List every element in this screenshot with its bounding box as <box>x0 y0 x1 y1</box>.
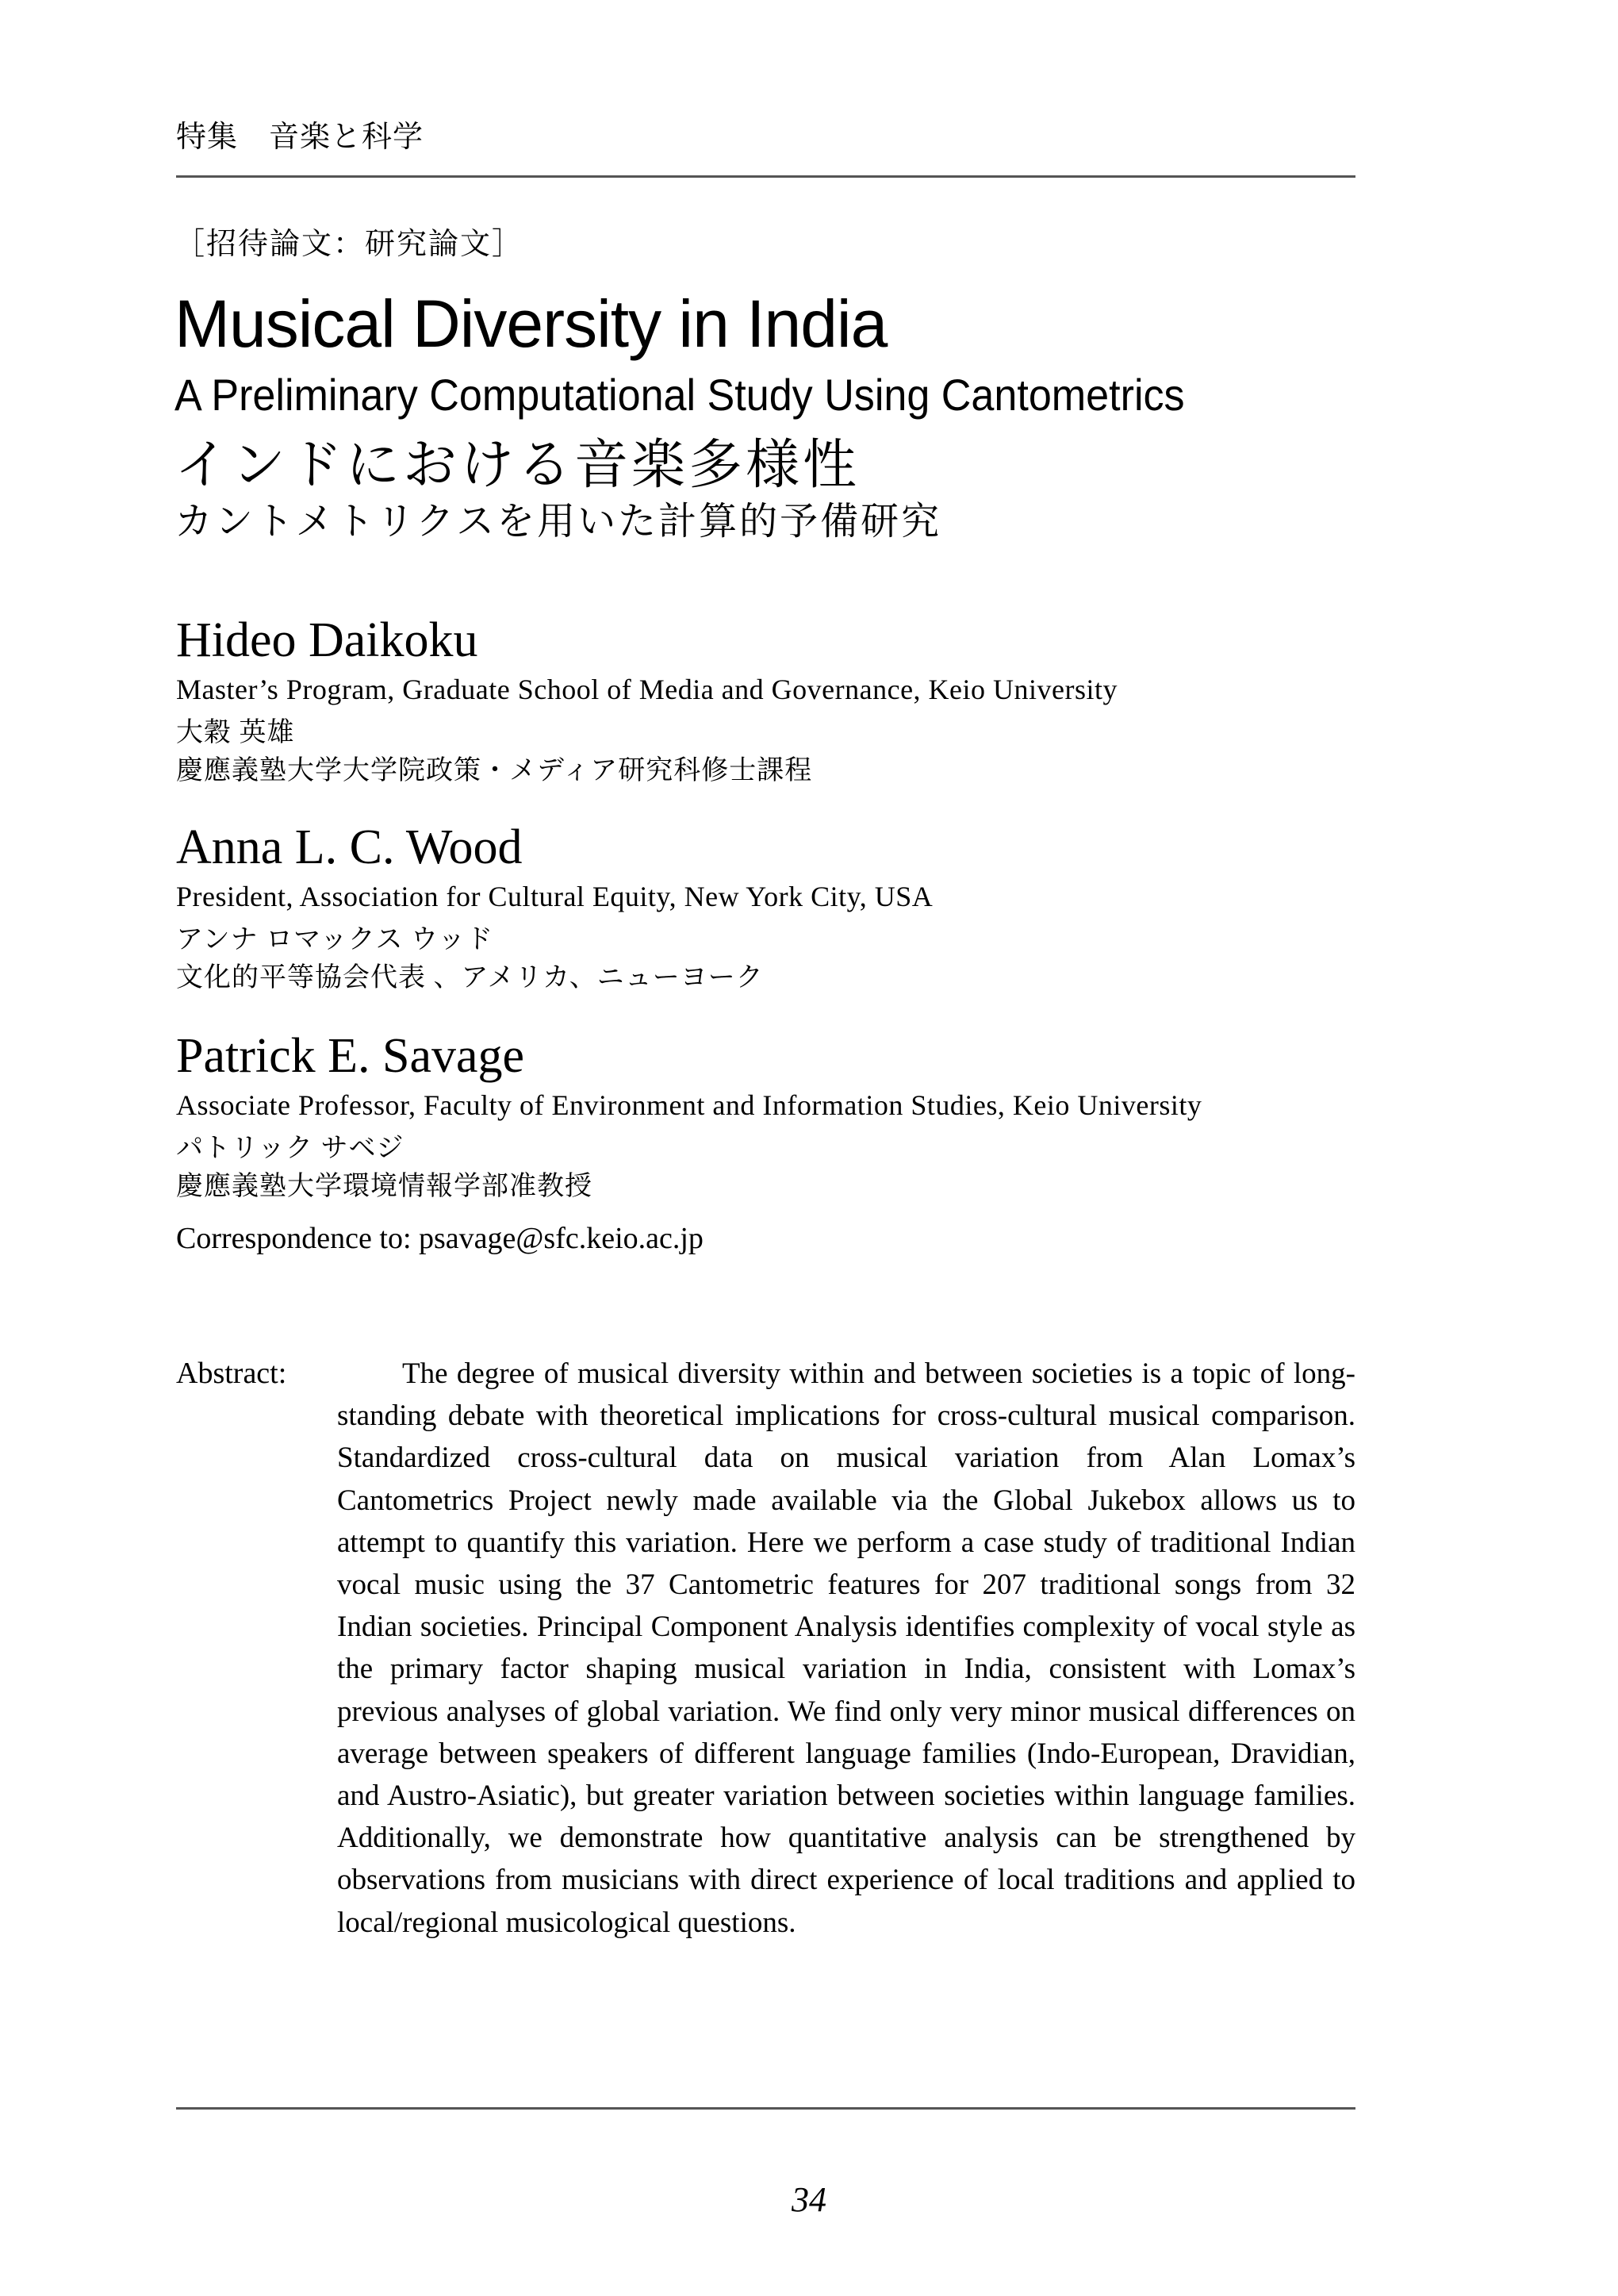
title-jp: インドにおける音楽多様性 <box>174 435 861 495</box>
abstract-body: The degree of musical diversity within and between societies is a topic of long-standing debate with theoretical implications for cross-cultural musical comparison. Standardized cross-cultural data on musical variation from Alan Lomax’s Cantometrics Project newly made available via the Global Jukebox allows us to attempt to quantify this variation. Here we perform a case study of traditional Indian vocal music using the 37 Cantometric features for 207 traditional songs from 32 Indian societies. Principal Component Analysis identifies complexity of vocal style as the primary factor shaping musical variation in India, consistent with Lomax’s previous analyses of global variation. We find only very minor musical differences on average between speakers of different language families (Indo-European, Dravidian, and Austro-Asiatic), but greater variation between societies within language families. Additionally, we demonstrate how quantitative analysis can be strengthened by observations from musicians with direct experience of local traditions and applied to local/regional musicological questions. <box>337 1357 1355 1939</box>
author-name: Hideo Daikoku <box>176 613 478 667</box>
author-name: Patrick E. Savage <box>176 1029 525 1083</box>
author-block <box>176 612 1382 790</box>
author-affiliation-jp: 文化的平等協会代表 、アメリカ、ニューヨーク <box>176 963 764 993</box>
subtitle-en: A Preliminary Computational Study Using Cantometrics <box>174 370 1185 420</box>
subtitle-jp: カントメトリクスを用いた計算的予備研究 <box>174 501 942 543</box>
article-type-label: ［招待論文：研究論文］ <box>174 228 524 261</box>
author-name-jp: パトリック サベジ <box>176 1134 404 1163</box>
author-affiliation-jp: 慶應義塾大学大学院政策・メディア研究科修士課程 <box>176 756 813 785</box>
correspondence-line: Correspondence to: psavage@sfc.keio.ac.jp <box>176 1222 704 1255</box>
page-number: 34 <box>792 2180 826 2219</box>
title-en: Musical Diversity in India <box>174 286 888 361</box>
author-name-jp: 大穀 英雄 <box>176 718 295 747</box>
author-affiliation: Associate Professor, Faculty of Environment and Information Studies, Keio University <box>176 1089 1202 1121</box>
header-rule <box>176 175 1355 178</box>
footer-rule <box>176 2107 1355 2110</box>
author-name: Anna L. C. Wood <box>176 820 523 874</box>
author-affiliation: President, Association for Cultural Equity, New York City, USA <box>176 881 934 912</box>
author-block <box>176 1028 1382 1206</box>
author-affiliation: Master’s Program, Graduate School of Media and Governance, Keio University <box>176 674 1118 705</box>
author-affiliation-jp: 慶應義塾大学環境情報学部准教授 <box>176 1172 592 1201</box>
running-head: 特集 音楽と科学 <box>176 121 424 154</box>
author-name-jp: アンナ ロマックス ウッド <box>176 925 494 954</box>
author-block <box>176 820 1382 997</box>
abstract-label: Abstract: <box>176 1357 287 1390</box>
